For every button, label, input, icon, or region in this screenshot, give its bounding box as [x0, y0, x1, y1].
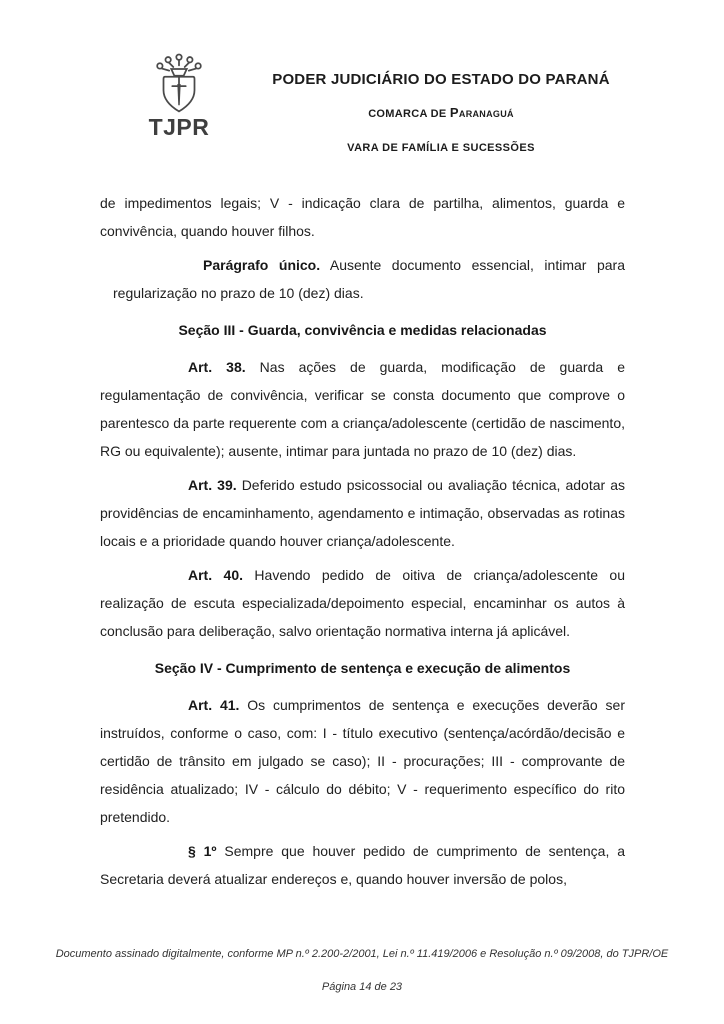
section-heading: Seção III - Guarda, convivência e medidas relacionadas: [178, 322, 547, 338]
header-title: PODER JUDICIÁRIO DO ESTADO DO PARANÁ: [272, 71, 610, 88]
footer-signature-note: Documento assinado digitalmente, conforme MP n.º 2.200-2/2001, Lei n.º 11.419/2006 e Resolução n.º 09/2008, do TJPR/OE: [55, 948, 669, 960]
footer-page-number: Página 14 de 23: [321, 981, 403, 993]
paragraph-lead: Art. 41.: [188, 697, 240, 713]
section-heading: Seção IV - Cumprimento de sentença e execução de alimentos: [154, 660, 571, 676]
header-comarca: [222, 106, 660, 120]
comarca-prefix: COMARCA DE: [368, 107, 450, 120]
body-paragraph: de impedimentos legais; V - indicação clara de partilha, alimentos, guarda e convivência, quando houver filhos.: [100, 195, 625, 239]
document-body: [100, 183, 625, 899]
header-vara: VARA DE FAMÍLIA E SUCESSÕES: [347, 141, 535, 154]
comarca-name: Paranaguá: [449, 104, 514, 120]
paragraph-lead: § 1º: [188, 843, 217, 859]
paragraph-lead: Parágrafo único.: [203, 257, 321, 273]
body-paragraph: Parágrafo único. Ausente documento essencial, intimar para regularização no prazo de 10 (dez) dias.: [113, 257, 625, 301]
paragraph-lead: Art. 38.: [188, 359, 246, 375]
body-paragraph: Art. 39. Deferido estudo psicossocial ou avaliação técnica, adotar as providências de encaminhamento, agendamento e intimação, observadas as rotinas locais e a prioridade quando houver criança/adolescente.: [100, 477, 625, 549]
page-header: [136, 52, 660, 154]
body-paragraph: § 1º Sempre que houver pedido de cumprimento de sentença, a Secretaria deverá atualizar endereços e, quando houver inversão de polos,: [100, 843, 626, 887]
body-paragraph: Art. 38. Nas ações de guarda, modificação de guarda e regulamentação de convivência, verificar se consta documento que comprove o parentesco da parte requerente com a criança/adolescente (certidão de nascimento, RG ou equivalente); ausente, intimar para juntada no prazo de 10 (dez) dias.: [100, 359, 625, 459]
header-text-block: [222, 52, 660, 154]
logo-acronym: TJPR: [148, 114, 210, 140]
tjpr-coat-of-arms-icon: [143, 52, 215, 114]
tjpr-logo: [136, 52, 222, 139]
paragraph-lead: Art. 40.: [188, 567, 243, 583]
paragraph-lead: Art. 39.: [188, 477, 237, 493]
body-paragraph: Art. 41. Os cumprimentos de sentença e execuções deverão ser instruídos, conforme o caso, com: I - título executivo (sentença/acórdão/decisão e certidão de trânsito em julgado se caso); II - procurações; III - comprovante de residência atualizado; IV - cálculo do débito; V - requerimento específico do rito pretendido.: [100, 697, 625, 825]
body-paragraph: Art. 40. Havendo pedido de oitiva de criança/adolescente ou realização de escuta especializada/depoimento especial, encaminhar os autos à conclusão para deliberação, salvo orientação normativa interna já aplicável.: [100, 567, 625, 639]
